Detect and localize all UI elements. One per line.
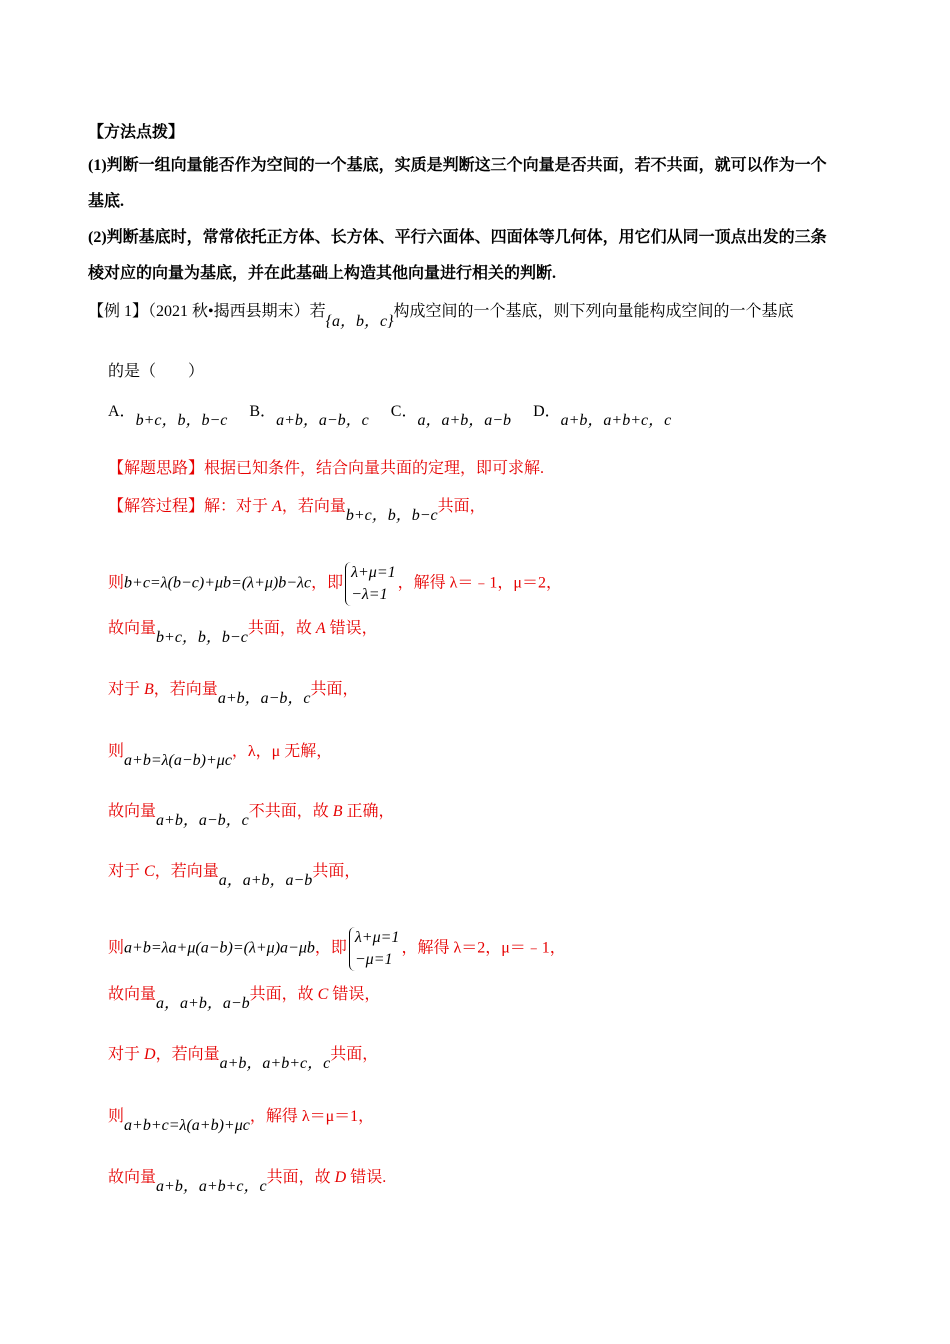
example-question-text: 构成空间的一个基底，则下列向量能构成空间的一个基底 [393, 303, 794, 320]
option-c-label: C． [390, 403, 418, 420]
step-4-end: 共面， [310, 681, 359, 698]
step-4-mid: ，若向量 [153, 681, 218, 698]
option-ref-b: B [144, 681, 154, 698]
step-11-end: ，解得 λ＝μ＝1， [249, 1108, 375, 1125]
step-6-verdict: 正确， [342, 803, 395, 820]
step-12-end: 共面，故 [266, 1169, 335, 1186]
step-7-pre: 对于 [108, 863, 145, 880]
step-6-vectors: a+b，a−b，c [156, 812, 249, 829]
step-9-verdict: 错误， [328, 986, 381, 1003]
example-question-line-2: 的是（ ） [108, 363, 205, 380]
option-a: b+c，b，b−c [135, 412, 228, 429]
idea-text: 根据已知条件，结合向量共面的定理，即可求解. [204, 460, 545, 477]
step-9-vectors: a，a+b，a−b [156, 995, 250, 1012]
step-7-mid: ，若向量 [154, 863, 219, 880]
step-2-system [345, 562, 396, 606]
step-10-mid: ，若向量 [155, 1046, 220, 1063]
method-point-1-line-2: 基底. [88, 193, 125, 210]
solution-step-5 [108, 738, 333, 769]
option-ref-c: C [317, 986, 329, 1003]
step-3-pre: 故向量 [108, 620, 157, 637]
step-1-end: 共面， [437, 498, 486, 515]
step-10-pre: 对于 [108, 1046, 145, 1063]
method-point-1-line-1: (1)判断一组向量能否作为空间的一个基底，实质是判断这三个向量是否共面，若不共面，就可以作为一个 [88, 157, 827, 174]
step-3-end: 共面，故 [247, 620, 316, 637]
step-6-end: 不共面，故 [248, 803, 333, 820]
step-10-end: 共面， [330, 1046, 379, 1063]
step-11-equation: a+b+c=λ(a+b)+μc [124, 1117, 250, 1134]
options-row [108, 398, 672, 429]
step-3-verdict: 错误， [325, 620, 378, 637]
option-ref-d: D [144, 1046, 156, 1063]
step-2-equation: b+c=λ(b−c)+μb=(λ+μ)b−λc [124, 574, 312, 592]
option-ref-b: B [332, 803, 343, 820]
step-5-equation: a+b=λ(a−b)+μc [124, 752, 232, 769]
step-11-pre: 则 [108, 1108, 125, 1125]
step-9-pre: 故向量 [108, 986, 157, 1003]
option-b-label: B． [249, 403, 277, 420]
option-c: a，a+b，a−b [417, 412, 512, 429]
solution-step-2 [108, 562, 562, 606]
step-5-end: ，λ，μ 无解， [231, 743, 333, 760]
step-8-mid: ，即 [314, 939, 347, 957]
step-6-pre: 故向量 [108, 803, 157, 820]
method-point-2-line-2: 棱对应的向量为基底，并在此基础上构造其他向量进行相关的判断. [88, 265, 557, 282]
system-eq-2: −μ=1 [354, 951, 393, 968]
process-tag: 【解答过程】 [108, 498, 205, 515]
step-9-end: 共面，故 [249, 986, 318, 1003]
solution-step-9 [108, 981, 381, 1012]
option-d-label: D． [533, 403, 561, 420]
idea-tag: 【解题思路】 [108, 460, 205, 477]
step-12-pre: 故向量 [108, 1169, 157, 1186]
solution-step-6 [108, 798, 395, 829]
step-8-end: ，解得 λ＝2，μ＝﹣1， [401, 939, 566, 957]
method-point-2-line-1: (2)判断基底时，常常依托正方体、长方体、平行六面体、四面体等几何体，用它们从同一顶点出发的三条 [88, 229, 827, 246]
step-8-system [349, 927, 400, 971]
step-10-vectors: a+b，a+b+c，c [219, 1055, 331, 1072]
option-a-label: A． [108, 403, 136, 420]
system-eq-1: λ+μ=1 [351, 564, 396, 581]
basis-set: {a，b，c} [325, 313, 394, 330]
system-eq-2: −λ=1 [351, 586, 388, 603]
method-title: 【方法点拨】 [88, 124, 185, 141]
solution-step-10 [108, 1041, 379, 1072]
step-1-text: 解：对于 [204, 498, 273, 515]
system-eq-1: λ+μ=1 [354, 929, 400, 946]
solution-idea [108, 455, 544, 478]
step-5-pre: 则 [108, 743, 125, 760]
solution-step-4 [108, 676, 359, 707]
step-4-vectors: a+b，a−b，c [217, 690, 311, 707]
step-2-pre: 则 [108, 574, 125, 592]
step-4-pre: 对于 [108, 681, 145, 698]
step-2-mid: ，即 [311, 574, 344, 592]
step-12-vectors: a+b，a+b+c，c [156, 1178, 267, 1195]
option-ref-a: A [272, 498, 282, 515]
option-ref-a: A [315, 620, 326, 637]
example-question-line-1 [88, 298, 794, 330]
solution-step-8 [108, 927, 566, 971]
solution-step-12 [108, 1164, 387, 1195]
solution-step-3 [108, 615, 378, 646]
step-7-vectors: a，a+b，a−b [218, 872, 313, 889]
step-3-vectors: b+c，b，b−c [156, 629, 248, 646]
solution-step-1 [108, 493, 486, 524]
step-8-equation: a+b=λa+μ(a−b)=(λ+μ)a−μb [124, 939, 315, 957]
solution-step-11 [108, 1103, 375, 1134]
step-12-verdict: 错误. [346, 1169, 387, 1186]
step-1-vectors: b+c，b，b−c [345, 507, 438, 524]
example-label: 【例 1】（2021 秋•揭西县期末）若 [88, 303, 326, 320]
option-d: a+b，a+b+c，c [560, 412, 672, 429]
option-ref-c: C [144, 863, 155, 880]
step-8-pre: 则 [108, 939, 125, 957]
step-1-mid: ，若向量 [281, 498, 346, 515]
step-2-end: ，解得 λ＝﹣1，μ＝2， [397, 574, 562, 592]
option-b: a+b，a−b，c [276, 412, 369, 429]
step-7-end: 共面， [312, 863, 361, 880]
solution-step-7 [108, 858, 361, 889]
option-ref-d: D [334, 1169, 347, 1186]
